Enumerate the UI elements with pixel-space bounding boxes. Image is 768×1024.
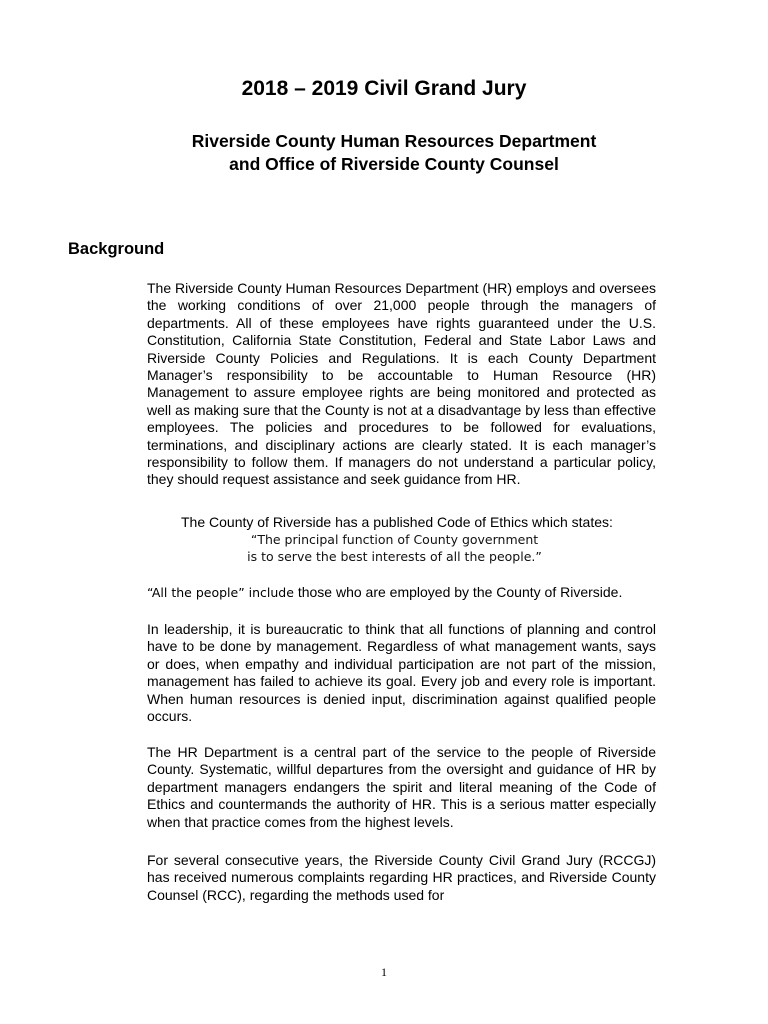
page-number: 1 (381, 965, 387, 979)
all-the-people-rest: those who are employed by the County of Riverside. (293, 584, 623, 600)
subtitle-line-1: Riverside County Human Resources Department (191, 131, 597, 151)
ethics-quote-line-2: is to serve the best interests of all the people.” (247, 549, 542, 564)
subtitle-line-2: and Office of Riverside County Counsel (229, 154, 559, 174)
section-heading-background: Background (68, 240, 165, 258)
code-of-ethics-intro: The County of Riverside has a published Code of Ethics which states: (181, 514, 613, 530)
paragraph-leadership: In leadership, it is bureaucratic to think that all functions of planning and control have to be done by management. Regardless of what management wants, says or does, when empathy and individual participation are not part of the mission, management has failed to achieve its goal. Every job and every role is important. When human resources is denied input, discrimination against qualified people occurs. (147, 621, 656, 725)
all-the-people-sentence (147, 584, 622, 601)
page-title: 2018 – 2019 Civil Grand Jury (241, 77, 527, 100)
paragraph-complaints: For several consecutive years, the Riverside County Civil Grand Jury (RCCGJ) has received numerous complaints regarding HR practices, and Riverside County Counsel (RCC), regarding the methods used for (147, 852, 656, 903)
paragraph-hr-department: The HR Department is a central part of the service to the people of Riverside County. Systematic, willful departures from the oversight and guidance of HR by department managers endangers the spirit and literal meaning of the Code of Ethics and countermands the authority of HR. This is a serious matter especially when that practice comes from the highest levels. (147, 744, 656, 830)
all-the-people-quote: “All the people” include (147, 585, 294, 600)
ethics-quote-line-1: “The principal function of County government (250, 532, 539, 547)
paragraph-hr-overview: The Riverside County Human Resources Department (HR) employs and oversees the working conditions of over 21,000 people through the managers of departments. All of these employees have rights guaranteed under the U.S. Constitution, California State Constitution, Federal and State Labor Laws and Riverside County Policies and Regulations. It is each County Department Manager’s responsibility to be accountable to Human Resource (HR) Management to assure employee rights are being monitored and protected as well as making sure that the County is not at a disadvantage by less than effective employees. The policies and procedures to be followed for evaluations, terminations, and disciplinary actions are clearly stated. It is each manager’s responsibility to follow them. If managers do not understand a particular policy, they should request assistance and seek guidance from HR. (147, 280, 656, 488)
